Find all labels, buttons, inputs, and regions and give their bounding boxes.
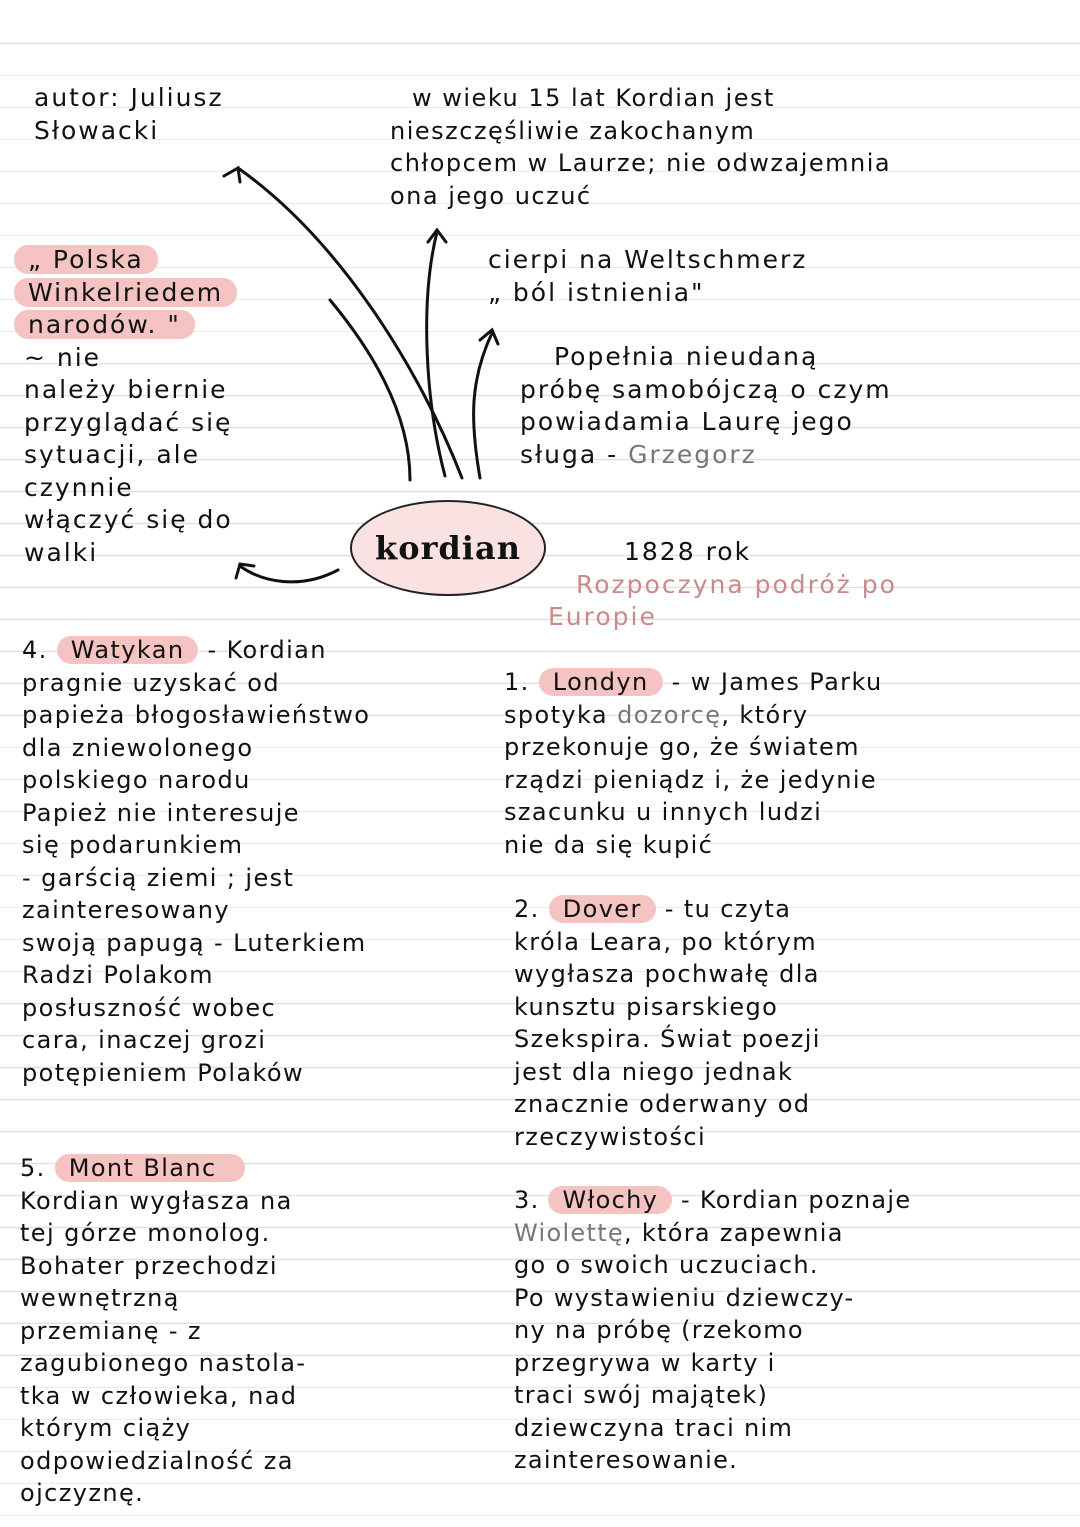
dover-line: Szekspira. Świat poezji [514, 1025, 821, 1053]
montblanc-place: Mont Blanc [55, 1154, 245, 1182]
weltschmerz-note [488, 244, 807, 309]
arrow-head-author [224, 168, 240, 182]
vatican-line: potępieniem Polaków [22, 1058, 305, 1087]
vatican-line: Papież nie interesuje [22, 798, 300, 827]
vatican-line: posłuszność wobec [22, 993, 277, 1022]
montblanc-number: 5. [20, 1154, 55, 1182]
italy-number: 3. [514, 1186, 549, 1214]
poland-line: sytuacji, ale [24, 440, 200, 469]
poland-quote-highlight: Winkelriedem [14, 278, 237, 307]
montblanc-line: odpowiedzialność za [20, 1446, 294, 1475]
london-place: Londyn [539, 668, 663, 696]
vatican-heading-suffix: - Kordian [198, 636, 327, 664]
poland-quote-highlight: narodów. " [14, 310, 195, 339]
suicide-line: próbę samobójczą o czym [520, 374, 892, 404]
montblanc-section [20, 1152, 306, 1510]
london-guard: dozorcę [617, 700, 722, 729]
journey-line: Rozpoczyna podróż po [576, 569, 897, 599]
journey-line: Europie [548, 602, 657, 631]
italy-line: traci swój majątek) [514, 1381, 769, 1409]
love-line: w wieku 15 lat Kordian jest [412, 84, 775, 112]
arrow-to-suicide [474, 333, 492, 478]
london-line: nie da się kupić [504, 830, 714, 859]
dover-line: wygłasza pochwałę dla [514, 960, 820, 988]
vatican-line: dla zniewolonego [22, 733, 254, 762]
vatican-place: Watykan [57, 636, 199, 664]
vatican-line: cara, inaczej grozi [22, 1026, 267, 1054]
servant-prefix: sługa - [520, 439, 629, 469]
poland-note [14, 244, 237, 569]
poland-line: czynnie [24, 472, 134, 502]
london-section [504, 666, 883, 861]
montblanc-line: wewnętrzną [20, 1284, 180, 1312]
vatican-line: Radzi Polakom [22, 961, 214, 989]
dover-heading-suffix: - tu czyta [655, 895, 792, 923]
montblanc-line: zagubionego nastola- [20, 1349, 307, 1377]
year-label: 1828 rok [624, 537, 752, 566]
italy-line: Po wystawieniu dziewczy- [514, 1283, 855, 1312]
vatican-line: papieża błogosławieństwo [22, 701, 371, 729]
dover-line: kunsztu pisarskiego [514, 992, 779, 1021]
servant-name: Grzegorz [628, 439, 757, 469]
london-number: 1. [504, 668, 539, 696]
suicide-line: Popełnia nieudaną [554, 342, 819, 371]
montblanc-line: tka w człowieka, nad [20, 1381, 298, 1410]
poland-quote-highlight: „ Polska [14, 245, 158, 274]
vatican-line: swoją papugą - Luterkiem [22, 928, 367, 957]
dover-heading [514, 893, 821, 926]
center-node-kordian [350, 500, 546, 596]
montblanc-heading [20, 1152, 306, 1185]
love-note [390, 82, 891, 212]
author-note [34, 82, 224, 147]
poland-quote-line [14, 244, 237, 277]
london-meet: spotyka [504, 700, 618, 729]
dover-section [514, 893, 821, 1153]
italy-line: przegrywa w karty i [514, 1348, 776, 1377]
weltschmerz-line: cierpi na Weltschmerz [488, 245, 808, 274]
connector-love-center [330, 300, 410, 480]
london-line: rządzi pieniądz i, że jedynie [504, 765, 878, 794]
center-node-label: kordian [375, 529, 521, 567]
italy-line: dziewczyna traci nim [514, 1413, 794, 1442]
london-line [504, 699, 883, 732]
dover-line: rzeczywistości [514, 1122, 707, 1151]
love-line: ona jego uczuć [390, 181, 592, 210]
italy-heading [514, 1184, 911, 1217]
london-heading-suffix: - w James Parku [662, 668, 883, 696]
london-line: przekonuje go, że światem [504, 733, 860, 761]
arrow-to-poland [240, 566, 338, 582]
montblanc-line: Kordian wygłasza na [20, 1186, 293, 1215]
journey-note [548, 536, 897, 634]
vatican-line: się podarunkiem [22, 831, 244, 859]
vatican-heading [22, 634, 370, 667]
poland-line: przyglądać się [24, 407, 233, 437]
italy-heading-suffix: - Kordian poznaje [672, 1186, 912, 1214]
weltschmerz-line: „ ból istnienia" [488, 277, 705, 307]
italy-line: go o swoich uczuciach. [514, 1251, 819, 1279]
italy-line: zainteresowanie. [514, 1446, 739, 1474]
poland-line: należy biernie [24, 375, 228, 404]
poland-line: włączyć się do [24, 505, 233, 534]
london-who: , który [721, 700, 809, 729]
italy-section [514, 1184, 911, 1477]
suicide-line [520, 439, 892, 472]
love-line: nieszczęśliwie zakochanym [390, 116, 756, 145]
montblanc-line: ojczyznę. [20, 1479, 145, 1507]
montblanc-line: przemianę - z [20, 1316, 202, 1345]
italy-line: ny na próbę (rzekomo [514, 1316, 804, 1344]
montblanc-line: Bohater przechodzi [20, 1251, 278, 1280]
love-line: chłopcem w Laurze; nie odwzajemnia [390, 149, 892, 177]
montblanc-line: tej górze monolog. [20, 1219, 271, 1247]
poland-quote-line [14, 309, 237, 342]
arrow-to-love [427, 232, 445, 476]
london-line: szacunku u innych ludzi [504, 798, 823, 826]
italy-line [514, 1217, 911, 1250]
vatican-line: zainteresowany [22, 896, 231, 924]
poland-line: walki [24, 537, 99, 567]
dover-line: jest dla niego jednak [514, 1057, 794, 1086]
poland-line: ~ nie [24, 342, 102, 372]
italy-who: , która zapewnia [623, 1218, 844, 1247]
suicide-note [520, 341, 892, 471]
author-line: autor: Juliusz [34, 83, 224, 112]
vatican-number: 4. [22, 636, 57, 664]
dover-number: 2. [514, 895, 549, 923]
italy-place: Włochy [548, 1186, 672, 1214]
italy-person: Wiolettę [514, 1218, 624, 1247]
vatican-section [22, 634, 370, 1089]
poland-quote-line [14, 277, 237, 310]
dover-place: Dover [549, 895, 656, 923]
dover-line: znacznie oderwany od [514, 1090, 811, 1118]
author-line: Słowacki [34, 115, 160, 145]
london-heading [504, 666, 883, 699]
vatican-line: pragnie uzyskać od [22, 668, 280, 697]
montblanc-line: którym ciąży [20, 1414, 192, 1442]
suicide-line: powiadamia Laurę jego [520, 407, 854, 436]
vatican-line: - garścią ziemi ; jest [22, 863, 295, 892]
vatican-line: polskiego narodu [22, 766, 251, 794]
dover-line: króla Leara, po którym [514, 927, 817, 956]
